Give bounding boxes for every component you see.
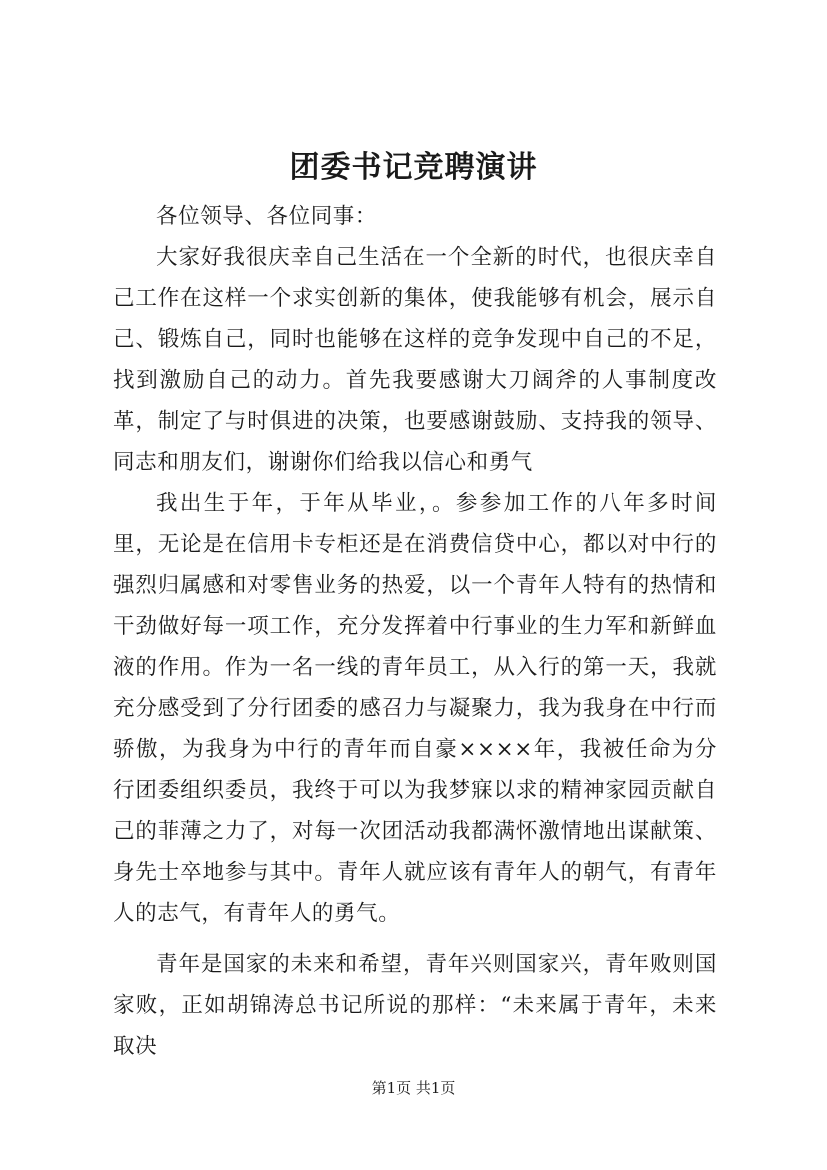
document-body xyxy=(113,196,717,1067)
body-paragraph-3: 青年是国家的未来和希望，青年兴则国家兴，青年败则国家败，正如胡锦涛总书记所说的那样：“未来属于青年，未来取决 xyxy=(113,952,717,1059)
salutation-paragraph: 各位领导、各位同事： xyxy=(156,204,378,229)
body-paragraph-1: 大家好我很庆幸自己生活在一个全新的时代，也很庆幸自己工作在这样一个求实创新的集体，使我能够有机会，展示自己、锻炼自己，同时也能够在这样的竞争发现中自己的不足，找到激励自己的动力。首先我要感谢大刀阔斧的人事制度改革，制定了与时俱进的决策，也要感谢鼓励、支持我的领导、同志和朋友们，谢谢你们给我以信心和勇气 xyxy=(113,245,717,475)
body-paragraph-2: 我出生于年，于年从毕业，。参参加工作的八年多时间里，无论是在信用卡专柜还是在消费信贷中心，都以对中行的强烈归属感和对零售业务的热爱，以一个青年人特有的热情和干劲做好每一项工作，充分发挥着中行事业的生力军和新鲜血液的作用。作为一名一线的青年员工，从入行的第一天，我就充分感受到了分行团委的感召力与凝聚力，我为我身在中行而骄傲，为我身为中行的青年而自豪××××年，我被任命为分行团委组织委员，我终于可以为我梦寐以求的精神家园贡献自己的菲薄之力了，对每一次团活动我都满怀激情地出谋献策、身先士卒地参与其中。青年人就应该有青年人的朝气，有青年人的志气，有青年人的勇气。 xyxy=(113,491,717,926)
document-title: 团委书记竞聘演讲 xyxy=(289,150,538,185)
page-footer: 第1页 共1页 xyxy=(371,1079,456,1097)
